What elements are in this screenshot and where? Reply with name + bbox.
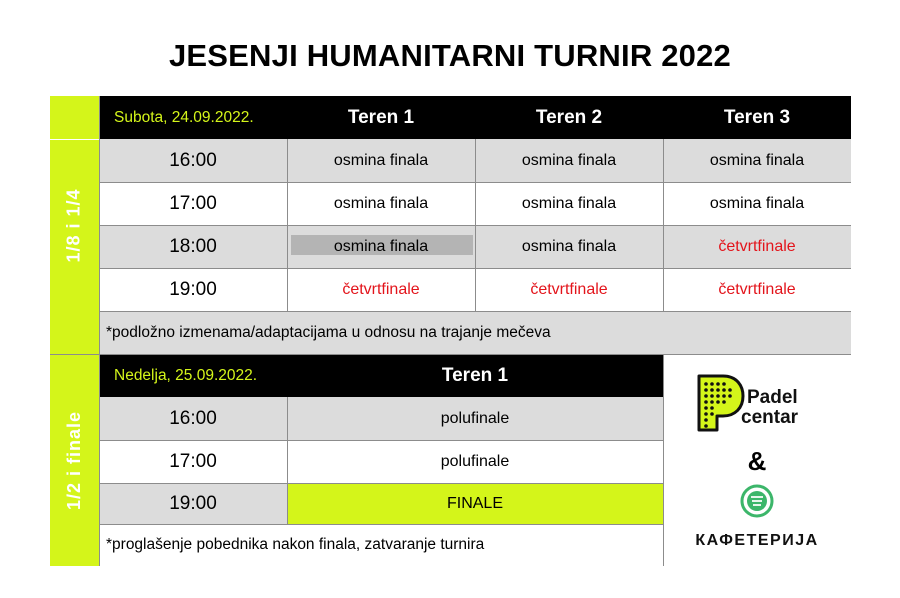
round-label-1: 1/8 i 1/4 [50, 96, 99, 354]
match-cell: osmina finala [475, 182, 663, 225]
grid-line [99, 483, 663, 484]
match-cell: polufinale [287, 397, 663, 440]
grid-line [99, 225, 851, 226]
match-cell: osmina finala [475, 139, 663, 182]
grid-line [287, 397, 288, 524]
time-cell: 17:00 [99, 182, 287, 225]
final-match-cell: FINALE [287, 483, 663, 524]
grid-line [99, 182, 851, 183]
match-cell [287, 225, 475, 268]
match-cell: osmina finala [663, 139, 851, 182]
grid-line [99, 311, 851, 312]
padel-brand-line2: centar [741, 407, 799, 428]
time-cell: 16:00 [99, 397, 287, 440]
match-cell-quarterfinal: četvrtfinale [663, 268, 851, 311]
match-cell-quarterfinal: četvrtfinale [287, 268, 475, 311]
grid-line [50, 139, 99, 140]
kafeterija-brand: КАФЕТЕРИЈА [695, 532, 819, 549]
final-note: *proglašenje pobednika nakon finala, zatvaranje turnira [99, 524, 663, 566]
round-label-2: 1/2 i finale [50, 354, 99, 566]
court-header-3: Teren 3 [663, 96, 851, 139]
day-date-sunday: Nedelja, 25.09.2022. [99, 354, 287, 397]
sponsor-logos [663, 354, 851, 566]
match-cell-quarterfinal: četvrtfinale [663, 225, 851, 268]
day-date-saturday: Subota, 24.09.2022. [99, 96, 287, 139]
match-label: osmina finala [333, 237, 429, 255]
grid-line [99, 268, 851, 269]
time-cell: 17:00 [99, 440, 287, 483]
kafeterija-logo-icon [740, 484, 774, 518]
time-cell: 19:00 [99, 483, 287, 524]
match-cell: osmina finala [287, 139, 475, 182]
match-cell: osmina finala [663, 182, 851, 225]
time-cell: 16:00 [99, 139, 287, 182]
court-header-1: Teren 1 [287, 354, 663, 397]
ampersand: & [747, 446, 767, 476]
grid-line [99, 524, 663, 525]
grid-line [663, 354, 664, 566]
time-cell: 18:00 [99, 225, 287, 268]
court-header-1: Teren 1 [287, 96, 475, 139]
match-cell-quarterfinal: četvrtfinale [475, 268, 663, 311]
time-cell: 19:00 [99, 268, 287, 311]
grid-line [99, 440, 663, 441]
court-header-2: Teren 2 [475, 96, 663, 139]
grid-line [99, 96, 100, 566]
page-title: JESENJI HUMANITARNI TURNIR 2022 [168, 38, 731, 73]
grid-line [50, 354, 851, 355]
schedule-note: *podložno izmenama/adaptacijama u odnosu na trajanje mečeva [99, 311, 851, 354]
padel-centar-logo-icon [693, 372, 745, 434]
match-cell: osmina finala [287, 182, 475, 225]
padel-brand-line1: Padel [747, 387, 798, 408]
match-cell: osmina finala [475, 225, 663, 268]
match-cell: polufinale [287, 440, 663, 483]
